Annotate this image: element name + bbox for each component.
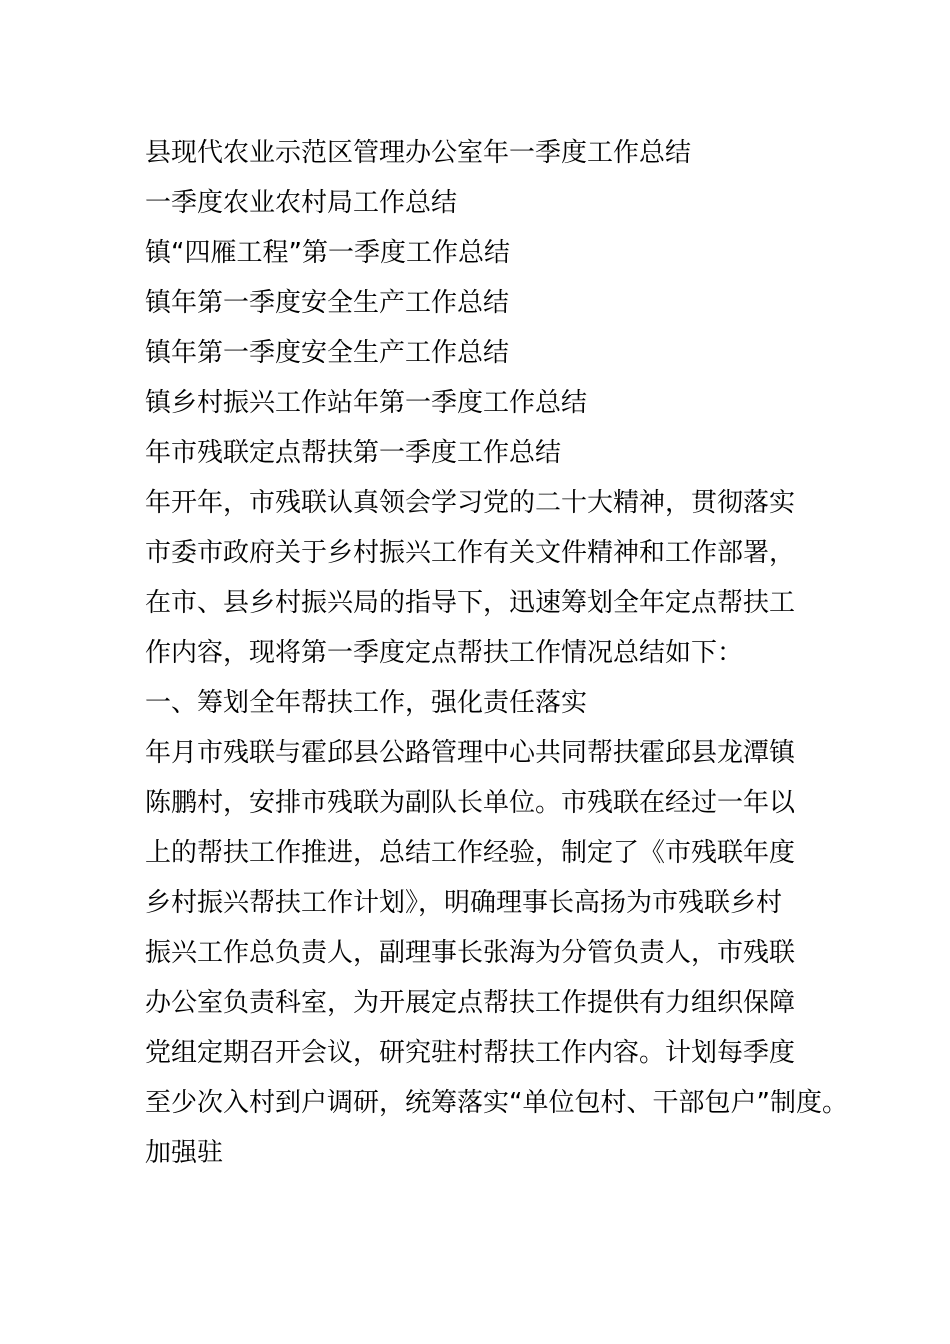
body-line: 市委市政府关于乡村振兴工作有关文件精神和工作部署， bbox=[145, 538, 796, 568]
body-line: 上的帮扶工作推进，总结工作经验，制定了《市残联年度 bbox=[145, 838, 796, 868]
body-line: 乡村振兴帮扶工作计划》，明确理事长高扬为市残联乡村 bbox=[145, 888, 783, 918]
body-line: 年月市残联与霍邱县公路管理中心共同帮扶霍邱县龙潭镇 bbox=[145, 738, 796, 768]
body-line: 办公室负责科室，为开展定点帮扶工作提供有力组织保障 bbox=[145, 988, 796, 1018]
body-line: 振兴工作总负责人，副理事长张海为分管负责人，市残联 bbox=[145, 938, 796, 968]
body-line: 陈鹏村，安排市残联为副队长单位。市残联在经过一年以 bbox=[145, 788, 796, 818]
body-line: 年开年，市残联认真领会学习党的二十大精神，贯彻落实 bbox=[145, 488, 796, 518]
body-line: 作内容，现将第一季度定点帮扶工作情况总结如下： bbox=[145, 638, 744, 668]
body-line: 党组定期召开会议，研究驻村帮扶工作内容。计划每季度 bbox=[145, 1038, 796, 1068]
doc-title-6: 镇乡村振兴工作站年第一季度工作总结 bbox=[145, 388, 588, 418]
body-line: 至少次入村到户调研，统筹落实“单位包村、干部包户”制度。 bbox=[145, 1088, 848, 1118]
doc-title-1: 县现代农业示范区管理办公室年一季度工作总结 bbox=[145, 138, 692, 168]
doc-title-2: 一季度农业农村局工作总结 bbox=[145, 188, 458, 218]
doc-title-7: 年市残联定点帮扶第一季度工作总结 bbox=[145, 438, 562, 468]
body-line: 在市、县乡村振兴局的指导下，迅速筹划全年定点帮扶工 bbox=[145, 588, 796, 618]
doc-title-4: 镇年第一季度安全生产工作总结 bbox=[145, 288, 510, 318]
doc-title-3: 镇“四雁工程”第一季度工作总结 bbox=[145, 238, 510, 268]
doc-title-5: 镇年第一季度安全生产工作总结 bbox=[145, 338, 510, 368]
body-line: 加强驻 bbox=[145, 1138, 224, 1168]
section-heading: 一、筹划全年帮扶工作，强化责任落实 bbox=[145, 688, 588, 718]
document-page bbox=[145, 128, 848, 1178]
